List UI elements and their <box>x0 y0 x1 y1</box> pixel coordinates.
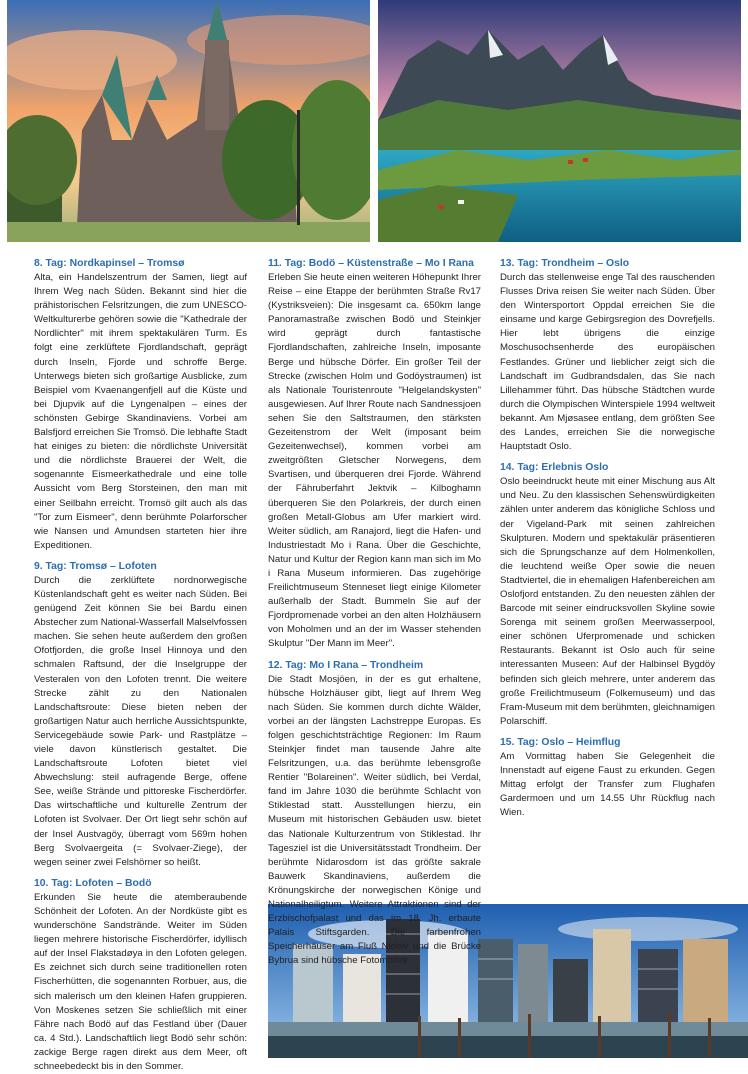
day-8-heading: 8. Tag: Nordkapinsel – Tromsø <box>34 258 185 269</box>
day-11-heading: 11. Tag: Bodö – Küstenstraße – Mo I Rana <box>268 258 474 269</box>
day-15-text: Am Vormittag haben Sie Gelegenheit die Innenstadt auf eigene Faust zu erkunden. Gegen Mittag erfolgt der Transfer zum Flughafen Gardermoen und um 14.55 Uhr Rückflug nach Wien. <box>500 750 715 819</box>
day-12-section <box>268 659 481 969</box>
nidaros-cathedral-photo <box>7 0 370 242</box>
day-14-text: Oslo beeindruckt heute mit einer Mischung aus Alt und Neu. Zu den klassischen Sehenswürdigkeiten zählen unter anderem das königliche Schloss und der Vigeland-Park mit seinen zahlreichen Skulpturen. Modern und spektakulär präsentieren sich die Sprungschanze auf dem Holmenkollen, die leuchtend weiße Oper sowie die neuen Stadtviertel, die in ehemaligen Hafenbereichen am Oslofjord entstanden. Zu den neuesten zählen der Barcode mit seiner eindrucksvollen Skyline sowie Sorenga mit seinem großen Meerwasserpool, einer schönen Uferpromenade und schicken Restaurants. Bekannt ist Oslo auch für seine interessanten Museen: Auf der Halbinsel Bygdöy befinden sich gleich mehrere, unter anderem das große Freilichtmuseum (Folkemuseum) und das Fram-Museum mit dem berühmten, gleichnamigen Polarschiff. <box>500 476 715 727</box>
day-10-section <box>34 877 247 1074</box>
day-9-section <box>34 560 247 870</box>
day-13-section <box>500 257 715 454</box>
day-9-text: Durch die zerklüftete nordnorwegische Küstenlandschaft geht es weiter nach Süden. Bei genügend Zeit können Sie bei Bardu einen Abstecher zum National-Wasserfall Malselvfossen machen. Sie sehen heute außerdem den großen Ofotfjorden, die große Insel Hinnoya und den schmalen Raftsund, der die Inselgruppe der Vesteralen von den Lofoten trennt. Die weitere Strecke zählt zu den Nationalen Landschaftsroute: Diese bieten neben der großartigen Natur auch herrliche Aussichtspunkte, Servicegebäude sowie Park- und Rastplätze – viele davon künstlerisch gestaltet. Die Landschaftsroute Lofoten bietet viel Abwechslung: steil aufragende Berge, offene See, weiße Strände und pittoreske Fischerdörfer. Das wirtschaftliche und kulturelle Zentrum der Lofoten ist Svolvaer. Der Ort liegt sehr schön auf der Insel Austvagöy, überragt vom 569m hohen Berg Svolvaergeita (= Svolvaer-Ziege), der wegen seiner zwei Felshörner so heißt. <box>34 574 247 868</box>
day-14-heading: 14. Tag: Erlebnis Oslo <box>500 462 609 474</box>
day-15-heading: 15. Tag: Oslo – Heimflug <box>500 736 621 748</box>
day-11-section <box>268 257 481 652</box>
day-8-section <box>34 257 247 553</box>
lofoten-fjord-photo <box>378 0 741 242</box>
day-13-text: Durch das stellenweise enge Tal des rauschenden Flusses Driva reisen Sie weiter nach Süden. Über den Wintersportort Oppdal erreichen Sie die einsame und karge Gebirgsregion des Dovrefjells. Hier lebt übrigens die einzige Moschusochsenherde des europäischen Festlandes. Grüner und lieblicher zeigt sich die Landschaft im Gudbrandsdalen, das Sie nach Lillehammer führt. Das hübsche Städtchen wurde durch die Olympischen Winterspiele 1994 weltweit bekannt. Am Mjøsasee entlang, dem größten See des Landes, erreichen Sie die norwegische Hauptstadt Oslo. <box>500 272 715 453</box>
day-12-heading: 12. Tag: Mo I Rana – Trondheim <box>268 659 424 671</box>
day-8-text: Alta, ein Handelszentrum der Samen, liegt auf Ihrem Weg nach Süden. Bekannt sind hier die prähistorischen Felsritzungen, die zum UNESCO-Weltkulturerbe gehören sowie die "Kathedrale der Nordlichter" mit ihrem spektakulären Turm. Es folgt eine zerklüftete Fjordlandschaft, geprägt durch Inseln, Fjorde und schroffe Berge. Unterwegs bieten sich großartige Ausblicke, zum Beispiel vom Kvaenangenfjell auf die Küste und bei Djupvik auf die Lyngenalpen – eines der schönsten Gebirge Skandinaviens. Vorbei am Balsfjord erreichen Sie Tromsö. Die lebhafte Stadt hat einiges zu bieten: die nördlichste Universität und die nördlichste Brauerei der Welt, die sogenannte Eismeerkathedrale und eine tolle Aussicht vom Berg Storsteinen, den man mit einer Seilbahn erreicht. Tromsö gilt auch als das "Tor zum Eismeer", denn berühmte Polarforscher wie Nansen und Amundsen starteten hier ihre Expeditionen. <box>34 272 247 551</box>
text-column-right <box>500 257 715 820</box>
day-10-text: Erkunden Sie heute die atemberaubende Schönheit der Lofoten. An der Nordküste gibt es wunderschöne Sandstrände. Weiter im Süden liegen mehrere historische Fischerdörfer, idyllisch auf der Insel Flakstadøya in den Lofoten gelegen. Es zeichnet sich durch seine traditionellen roten Fischerhütten, die sogenannten Rorbuer, aus, die sich malerisch um den kleinen Hafen gruppieren. Von Moskenes setzen Sie schließlich mit einer Fähre nach Bodö auf das Festland über (Dauer ca. 4 Std.). Landschaftlich liegt Bodö sehr schön: zackige Berge ragen direkt aus dem Meer, oft schneebedeckt bis in den Sommer. <box>34 891 247 1072</box>
day-15-section <box>500 736 715 820</box>
day-9-heading: 9. Tag: Tromsø – Lofoten <box>34 560 157 572</box>
text-column-left <box>34 257 247 1074</box>
day-12-text: Die Stadt Mosjöen, in der es gut erhaltene, hübsche Holzhäuser gibt, liegt auf Ihrem Weg nach Süden. Sie kommen durch dichte Wälder, vorbei an der längsten Lachstreppe Europas. Es folgen geschichtsträchtige Regionen: Im Raum Steinkjer findet man tausende Jahre alte Felsritzungen, u.a. das berühmte lebensgroße Rentier "Bolareinen". Weiter südlich, bei Verdal, fand im Jahre 1030 die berühmte Schlacht von Stiklestad statt. Ausstellungen hierzu, ein Museum mit historischen Gebäuden usw. bietet das Nationale Kulturzentrum von Stiklestad. Ihr Tagesziel ist die Universitätsstadt Trondheim. Der berühmte Nidarosdom ist das größte sakrale Bauwerk Skandinaviens, außerdem die Krönungskirche der norwegischen Könige und Nationalheiligtum. Weitere Attraktionen sind der Erzbischofpalast und das im 18. Jh. erbaute Palais Stiftsgarden. Die farbenfrohen Speicherhäuser am Fluß Nidelv und die Brücke Bybrua sind hübsche Fotomotive. <box>268 673 481 967</box>
day-13-heading: 13. Tag: Trondheim – Oslo <box>500 258 630 269</box>
day-11-text: Erleben Sie heute einen weiteren Höhepunkt Ihrer Reise – eine Etappe der berühmten Straße Rv17 (Kystriksveien): Die insgesamt ca. 650km lange Panoramastraße zwischen Bodö und Steinkjer wird geprägt durch fantastische Fjordlandschaften, zahlreiche Inseln, imposante Berge und hübsche Dörfer. Ein großer Teil der Strecke (zwischen Holm und Godöystraumen) ist als Nationale Touristenroute "Helgelandskysten" ausgewiesen. Auf Ihrer Route nach Sandnessjoen sehen Sie den Saltstraumen, den stärksten Gezeitenstrom der Welt (imposant beim Gezeitenwechsel), kommen vorbei am zweitgrößten Gletscher Norwegens, dem Svartisen, und überqueren drei Fjorde. Während der Fähruberfahrt Jektvik – Kilboghamn überqueren Sie den Polarkreis, der durch einen großen Metall-Globus am Ufer markiert wird. Weiter südlich, am Ranajord, liegt die Hafen- und Industriestadt Mo i Rana. Über die Geschichte, Natur und Kultur der Region kann man sich im Mo i Rana Museum informieren. Das zugehörige Freilichtmuseum Stenneset liegt einige Kilometer außerhalb der Stadt. Bummeln Sie auf der Fjordpromenade vorbei an den alten Holzhäusern von Moholmen und an der im Wasser stehenden Skulptur "Der Mann im Meer". <box>268 272 481 650</box>
day-14-section <box>500 461 715 729</box>
day-10-heading: 10. Tag: Lofoten – Bodö <box>34 877 152 889</box>
text-column-middle <box>268 257 481 969</box>
